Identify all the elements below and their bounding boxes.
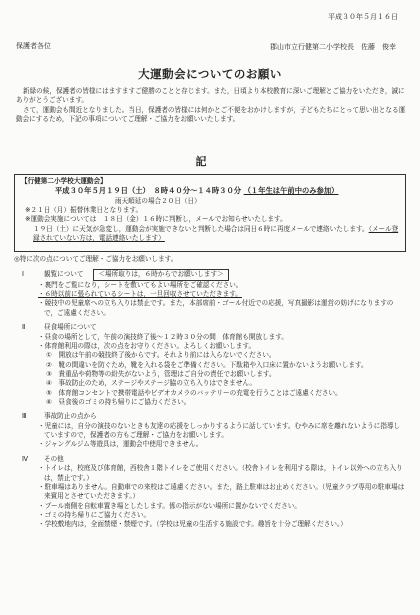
event-box — [14, 174, 406, 252]
event-decision-change — [21, 225, 399, 244]
list-item: ・駐車場はありません。自動車での来校はご遠慮ください。また，路上駐車はお止めください。（児童クラブ専用の駐車場は来賓用とさせていただきます。） — [38, 482, 405, 501]
list-subitem: ⑥ 昼食後のゴミの持ち帰りにご協力ください。 — [46, 398, 191, 407]
section-number: Ⅲ — [22, 412, 27, 421]
list-item: ・トイレは，校庭及び体育館，西校舎１階トイレをご使用ください。（校舎トイレを利用する際は，トイレ以外への立ち入りは，禁止です。） — [38, 464, 403, 482]
list-subitem: ⑤ 体育館コンセントで携帯電話やビデオカメラのバッテリーの充電を行うことはご遠慮ください。 — [46, 388, 342, 397]
event-date — [21, 186, 399, 196]
intro-paragraph: 新緑の候，保護者の皆様にはますますご健勝のことと存じます。また，日頃より本校教育に深いご理解とご協力をいただき，誠にありがとうございます。 — [16, 87, 405, 105]
section-number: Ⅳ — [22, 454, 29, 463]
section-title: 事故防止の点から — [44, 412, 97, 421]
document-title: 大運動会についてのお願い — [138, 67, 282, 81]
event-rain-date: 雨天順延の場合２０日（日） — [115, 196, 201, 205]
list-item: ・６時以前に張られているシートは，一旦回収させていただきます。 — [38, 290, 242, 299]
section-heading — [14, 323, 406, 332]
event-decision: ※運動会実施については １８日（金）１６時に判断し，メールでお知らせいたします。 — [25, 215, 287, 224]
section-heading — [14, 412, 406, 421]
list-subitem: ④ 事故防止のため，ステージやステージ脇の立ち入りはできません。 — [46, 379, 256, 388]
list-item: ・競技中の児童席への立ち入りは禁止です。また，本部席前・ゴール付近での応援，写真撮影は運営の妨げになりますので，ご遠慮ください。 — [38, 299, 394, 317]
list-item: ・プール南側を自転車置き場としたします。係の指示がない場所に置かないでください。 — [38, 501, 301, 510]
intro — [16, 87, 406, 124]
ki-heading: 記 — [195, 155, 225, 168]
event-date-text: 平成３０年５月１９日（土） ８時４０分～１４時３０分 — [55, 186, 242, 196]
list-subitem: ③ 貴重品や荷物等の紛失がないよう，管理はご自分の責任でお願いします。 — [46, 369, 276, 378]
section-number: Ⅱ — [22, 323, 26, 332]
list-subitem: ② 靴の間違いを防ぐため，靴を入れる袋をご準備ください。下駄箱や入口床に置かないようお願いします。 — [46, 360, 368, 369]
section-heading — [14, 455, 406, 464]
list-item: ・ゴミの持ち帰りにご協力ください。 — [38, 510, 151, 519]
section-title: その他 — [44, 454, 64, 463]
section-note: ＜場所取りは，６時からでお願いします＞ — [93, 269, 228, 280]
sender: 郡山市立行健第二小学校長 佐藤 俊幸 — [270, 43, 396, 51]
section-title: 昼食場所について — [44, 323, 97, 332]
list-item: ・学校敷地内は，全面禁煙・禁煙です。（学校は児童の生活する施設です。趣旨を十分ご理解ください。） — [38, 520, 347, 529]
list-subitem: ① 開放は午前の競技終了後からです。それより前には入らないでください。 — [46, 351, 276, 360]
event-title: 【行健第二小学校大運動会】 — [21, 177, 107, 185]
list-item: ・体育館利用の際は，次の点をお守りください。よろしくお願いします。 — [38, 341, 256, 350]
rules — [14, 255, 406, 530]
section-heading — [14, 269, 406, 280]
event-date-note: （１年生は午前中のみ参加） — [243, 186, 339, 196]
addressee: 保護者各位 — [16, 42, 51, 50]
section-viewing — [14, 269, 406, 318]
section-other — [14, 455, 406, 530]
list-item: ・ジャングルジム等遊具は，運動会中使用できません。 — [38, 440, 203, 449]
section-number: Ⅰ — [22, 270, 24, 279]
event-rest-day: ※２１日（月）振替休業日となります。 — [25, 206, 143, 215]
section-safety — [14, 412, 406, 449]
event-decision-phone: （メール登録されていない方は，電話連絡いたします） — [33, 224, 399, 243]
list-item: ・児童には，自分の演技のないときも友達の応援をしっかりするように話しています。むやみに席を離れないように指導していますので，保護者の方もご理解・ご協力をお願いします。 — [38, 421, 401, 440]
list-item: ・裏門をご覧になり，シートを敷いてもよい場所をご確認ください。 — [38, 280, 243, 289]
intro-paragraph: さて，運動会も間近となりました。当日，保護者の皆様には何かとご不便をおかけしますが，子どもたちにとって思い出となる運動会にするため，下記の事項についてご理解・ご協力をお願いいたします。 — [16, 105, 406, 124]
rules-lead: ◎特に次の点についてご理解・ご協力をお願いします。 — [14, 255, 178, 263]
event-decision-change-text: １９日（土）に天気が急変し，運動会が実施できないと判断した場合は同日６時に再度メールで連絡いたします。 — [33, 224, 369, 233]
document-date: 平成３０年５月１６日 — [328, 13, 398, 21]
section-title: 観覧について — [44, 270, 84, 279]
list-item: ・昼食の場所として，午前の演技終了後～１２時３０分の間 体育館も開放します。 — [38, 332, 288, 341]
section-lunch — [14, 323, 406, 407]
